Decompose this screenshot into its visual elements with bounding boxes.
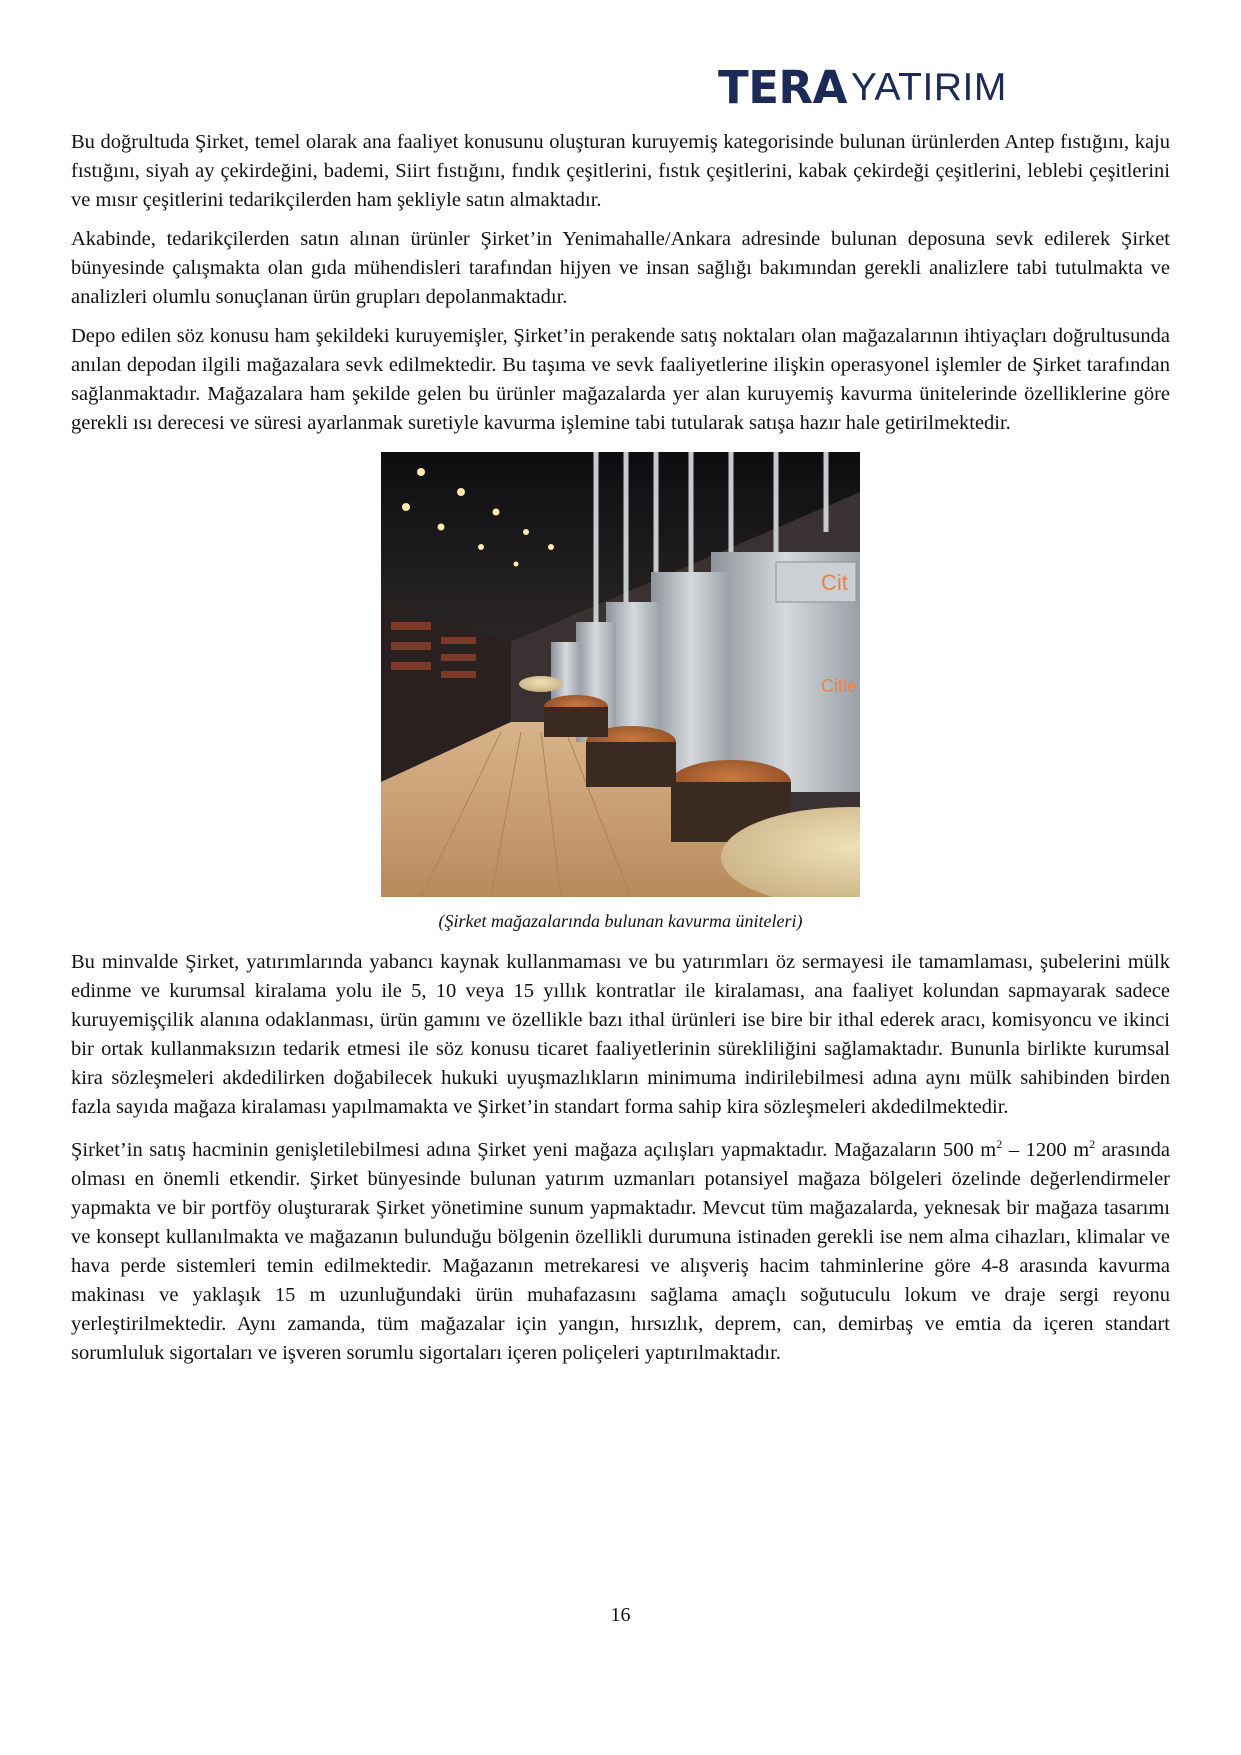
expansion-text-part1: Şirket’in satış hacminin genişletilebilmesi adına Şirket yeni mağaza açılışları yapmaktadır. Mağazaların 500 m bbox=[71, 1139, 997, 1161]
expansion-text-part3: arasında olması en önemli etkendir. Şirket bünyesinde bulunan yatırım uzmanları potansiyel mağaza bölgeleri özelinde değerlendirmeler yapmakta ve bir portföy oluşturarak Şirket yönetimine sunum yapmaktadır. Mevcut tüm mağazalarda, yeknesak bir mağaza tasarımı ve konsept kullanılmakta ve mağazanın bulunduğu bölgenin özellikli durumuna istinaden gerekli ise nem alma cihazları, klimalar ve hava perde sistemleri temin edilmektedir. Mağazanın metrekaresi ve alışveriş hacim tahminlerine göre 4-8 arasında kavurma makinası ve yaklaşık 15 m uzunluğundaki ürün muhafazasını sağlama amaçlı soğutuculu lokum ve draje sergi reyonu yerleştirilmektedir. Aynı zamanda, tüm mağazalar için yangın, hırsızlık, deprem, can, demirbaş ve emtia da içeren standart sorumluluk sigortaları ve işveren sorumlu sigortaları içeren poliçeleri yaptırılmaktadır. bbox=[71, 1139, 1170, 1364]
page-number: 16 bbox=[610, 1604, 631, 1626]
company-logo bbox=[718, 62, 1054, 112]
superscript-2: 2 bbox=[1089, 1137, 1096, 1152]
logo-wordmark-tera: TERA bbox=[718, 60, 847, 114]
paragraph-procurement: Bu doğrultuda Şirket, temel olarak ana faaliyet konusunu oluşturan kuruyemiş kategorisinde bulunan ürünlerden Antep fıstığını, kaju fıstığını, siyah ay çekirdeğini, bademi, Siirt fıstığını, fındık çeşitlerini, fıstık çeşitlerini, kabak çekirdeği çeşitlerini, leblebi çeşitlerini ve mısır çeşitlerini tedarikçilerden ham şekliyle satın almaktadır. bbox=[71, 131, 1170, 211]
figure-caption: (Şirket mağazalarında bulunan kavurma üniteleri) bbox=[438, 911, 803, 931]
paragraph-roasting: Depo edilen söz konusu ham şekildeki kuruyemişler, Şirket’in perakende satış noktaları olan mağazalarının ihtiyaçları doğrultusunda anılan depodan ilgili mağazalara sevk edilmektedir. Bu taşıma ve sevk faaliyetlerine ilişkin operasyonel işlemler de Şirket tarafından sağlanmaktadır. Mağazalara ham şekilde gelen bu ürünler mağazalarda yer alan kuruyemiş kavurma ünitelerinde özelliklerine göre gerekli ısı derecesi ve süresi ayarlanmak suretiyle kavurma işlemine tabi tutularak satışa hazır hale getirilmektedir. bbox=[71, 325, 1170, 434]
expansion-text-part2: – 1200 m bbox=[1002, 1139, 1090, 1161]
logo-wordmark-yatirim: YATIRIM bbox=[850, 65, 1007, 109]
superscript-2: 2 bbox=[996, 1137, 1003, 1152]
document-body bbox=[71, 128, 1170, 1368]
store-roasting-units-photo bbox=[381, 452, 860, 897]
sign-text-cit: Cit bbox=[821, 570, 848, 595]
paragraph-investment-policy: Bu minvalde Şirket, yatırımlarında yabancı kaynak kullanmaması ve bu yatırımları öz sermayesi ile tamamlaması, şubelerini mülk edinme ve kurumsal kiralama yolu ile 5, 10 veya 15 yıllık kontratlar ile kiralaması, ana faaliyet kolundan sapmayarak sadece kuruyemişçilik alanına odaklanması, ürün gamını ve özellikle bazı ithal ürünleri ise bire bir ithal ederek aracı, komisyoncu ve ikinci bir ortak kullanmaksızın tedarik etmesi ile söz konusu ticaret faaliyetlerinin sürekliliğini sağlamaktadır. Bununla birlikte kurumsal kira sözleşmeleri akdedilirken doğabilecek hukuki uyuşmazlıkların minimuma indirilebilmesi adına aynı mülk sahibinden birden fazla sayıda mağaza kiralaması yapılmamakta ve Şirket’in standart forma sahip kira sözleşmeleri akdedilmektedir. bbox=[71, 951, 1170, 1118]
sign-text-citle: Citle bbox=[821, 676, 858, 696]
paragraph-store-expansion bbox=[71, 1136, 1170, 1368]
paragraph-storage: Akabinde, tedarikçilerden satın alınan ürünler Şirket’in Yenimahalle/Ankara adresinde bulunan deposuna sevk edilerek Şirket bünyesinde çalışmakta olan gıda mühendisleri tarafından hijyen ve insan sağlığı bakımından gerekli analizlere tabi tutulmakta ve analizleri olumlu sonuçlanan ürün grupları depolanmaktadır. bbox=[71, 228, 1170, 308]
